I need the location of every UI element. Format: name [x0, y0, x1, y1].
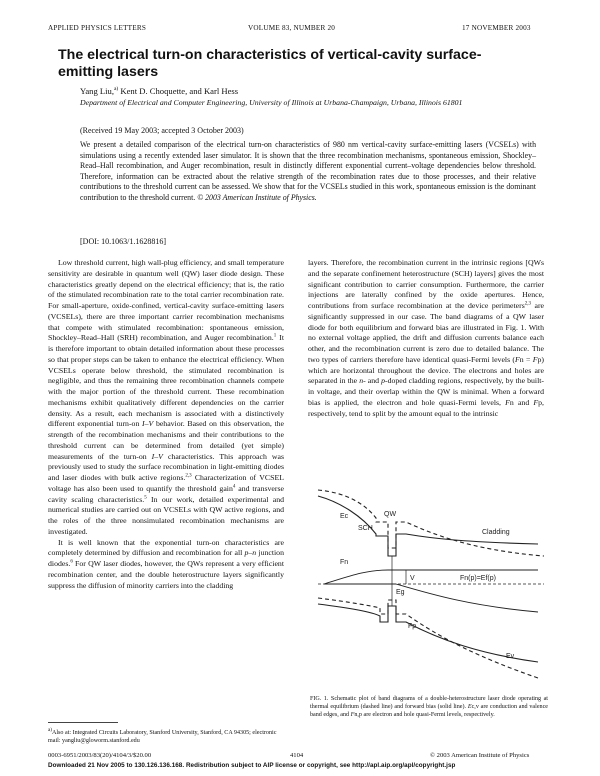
text-run: F	[350, 712, 355, 718]
text-run: a)	[48, 727, 52, 733]
affiliation: Department of Electrical and Computer Engineering, University of Illinois at Urbana-Champaign, Urbana, Illinois 61801	[80, 98, 463, 107]
valence-band-forward	[318, 604, 538, 662]
conduction-band-equilibrium	[318, 490, 544, 556]
text-run: Characterization of VCSEL voltage has also been used to quantify the threshold gain	[48, 473, 284, 493]
label-ec: Ec	[340, 513, 349, 520]
text-run: E	[467, 704, 472, 710]
text-run: c,v are conduction and valence band edges, and	[310, 704, 548, 718]
text-run: I–V	[142, 419, 154, 429]
right-paragraph-1	[308, 258, 544, 419]
text-run: n,p are electron and hole quasi-Fermi levels, respectively.	[354, 712, 495, 718]
volume-info: VOLUME 83, NUMBER 20	[248, 24, 336, 32]
figure-caption	[310, 695, 548, 719]
text-run: 1	[273, 333, 277, 339]
text-run: FIG. 1. Schematic plot of band diagrams of a double-heterostructure laser diode operating at thermal equilibrium (dashed line) and forward bias (solid line).	[310, 696, 548, 710]
text-run: n and	[509, 397, 534, 407]
text-run: 4	[232, 484, 236, 490]
electron-quasi-fermi-level	[324, 570, 538, 584]
band-diagram-figure	[310, 478, 550, 692]
text-run: -doped cladding regions, respectively, by the built-in voltage, and their overlap within the QW is minimal. When a forward bias is applied, the electron and hole quasi-Fermi levels,	[308, 376, 545, 407]
text-run: In our work, detailed experimental and numerical studies are carried out on VCSELs with QW active regions, and the roles of the three nonsimulated recombination mechanisms are investigated.	[48, 494, 284, 536]
text-run: junction diodes.	[48, 548, 284, 568]
text-run: I–V	[151, 451, 163, 461]
text-run: - and	[363, 376, 382, 386]
abstract	[80, 140, 536, 204]
text-run: p, respectively, tend to split by the amount equal to the intrinsic	[308, 397, 544, 418]
valence-band-equilibrium	[318, 598, 538, 678]
hole-quasi-fermi-level	[324, 584, 538, 612]
text-run: F	[532, 354, 538, 364]
journal-name: APPLIED PHYSICS LETTERS	[48, 24, 147, 32]
text-run: 2,3	[524, 301, 531, 307]
text-run: It is therefore important to obtain detailed information about these processes so that proper steps can be taken to enhance the electrical efficiency. When VCSELs operate below threshold, the stimulated recombination is negligible, and thus the remaining three recombination channels compete with the major portion of the threshold current. These recombination mechanisms exhibit qualitatively different dependencies on the carrier density. As a result, each mechanism is associated with a distinctively different exponential turn-on	[48, 333, 284, 429]
text-run: Low threshold current, high wall-plug efficiency, and small temperature sensitivity are desirable in quantum well (QW) laser diode design. These characteristics greatly depend on the electrical efficiency; that is, the ratio of the stimulated recombination rate to the total carrier recombination rate. For small-aperture, oxide-confined, vertical-cavity surface-emitting lasers (VCSELs), there are three important carrier recombination mechanisms that compete with stimulated recombination: spontaneous emission, Shockley–Read–Hall (SRH) recombination, and Auger recombination.	[48, 258, 284, 343]
page-number: 4104	[290, 752, 304, 759]
text-run: F	[533, 397, 539, 407]
issn-line: 0003-6951/2003/83(20)/4104/3/$20.00	[48, 752, 152, 759]
label-fnp: Fn(p)=Ef(p)	[460, 575, 496, 582]
footer-copyright: © 2003 American Institute of Physics	[430, 752, 530, 759]
abstract-copyright: © 2003 American Institute of Physics.	[197, 192, 317, 202]
left-paragraph-2	[48, 538, 284, 592]
label-fp: Fp	[408, 623, 417, 630]
text-run: are significantly suppressed in our case. The band diagrams of a QW laser diode for both equilibrium and forward bias are illustrated in Fig. 1. With no external voltage applied, the drift and diffusion currents balance each other, and the recombination current is zero due to detailed balance. The two types of carriers therefore have identical quasi-Fermi levels (	[308, 301, 545, 364]
text-run: It is well known that the exponential turn-on characteristics are completely determined by diffusion and recombination for all	[48, 537, 284, 558]
footnote	[48, 726, 288, 745]
right-column	[308, 258, 544, 419]
text-run: and transverse cavity scaling characteristics.	[48, 483, 284, 504]
author-rest: Kent D. Choquette, and Karl Hess	[118, 86, 239, 96]
label-qw: QW	[384, 511, 397, 518]
text-run: Also at: Integrated Circuits Laboratory, Stanford University, Stanford, CA 94305; electronic mail: yangliu@gloworm.stanford.edu	[48, 730, 277, 745]
text-run: p	[381, 376, 385, 386]
text-run: 2,3	[185, 473, 192, 479]
download-notice: Downloaded 21 Nov 2005 to 130.126.136.168. Redistribution subject to AIP license or copyright, see http://apl.aip.org/apl/copyright.jsp	[48, 762, 456, 769]
text-run: 5	[144, 494, 147, 500]
footnote-rule	[48, 722, 118, 723]
paper-title: The electrical turn-on characteristics of vertical-cavity surface-emitting lasers	[58, 47, 482, 80]
author-list	[80, 86, 238, 96]
text-run: behavior. Based on this observation, the strength of the recombination mechanisms and their contributions to the threshold current can be determined from detailed (yet simple) measurements of the turn-on	[48, 419, 285, 461]
text-run: 6	[70, 559, 73, 565]
text-run: F	[515, 354, 520, 364]
label-cladding: Cladding	[482, 529, 510, 536]
abstract-text: We present a detailed comparison of the electrical turn-on characteristics of 980 nm vertical-cavity surface-emitting lasers (VCSELs) with simulations using a recently extended laser simulator. It is shown that the three recombination mechanisms, spontaneous emission, Shockley–Read–Hall recombination, and Auger recombination, result in distinctly different exponential current–voltage dependencies below threshold. Therefore, information can be extracted about the relative strength of the recombination rates due to those processes, and their relative contributions to the threshold current can be assessed. We show that for the VCSELs studied in this work, spontaneous emission is the dominant contribution to the threshold current.	[80, 140, 536, 202]
left-column	[48, 258, 284, 591]
conduction-band-forward	[318, 496, 538, 556]
label-fn: Fn	[340, 559, 349, 566]
label-ev: Ev	[506, 653, 515, 660]
author-footnote-mark: a)	[113, 86, 119, 93]
received-dates: (Received 19 May 2003; accepted 3 October 2003)	[80, 126, 244, 135]
left-paragraph-1	[48, 258, 284, 538]
text-run: For QW laser diodes, however, the QWs represent a very efficient recombination center, and the double heterostructure layers significantly suppress the diffusion of minority carriers into the cladding	[48, 559, 284, 590]
text-run: F	[505, 397, 510, 407]
text-run: n =	[519, 354, 533, 364]
text-run: p) which are horizontal throughout the device. The electrons and holes are separated in the	[308, 354, 544, 386]
text-run: p–n	[244, 548, 257, 558]
doi: [DOI: 10.1063/1.1628816]	[80, 237, 166, 246]
author-first: Yang Liu,	[80, 86, 114, 96]
issue-date: 17 NOVEMBER 2003	[462, 24, 531, 32]
label-eg: Eg	[396, 589, 405, 596]
text-run: layers. Therefore, the recombination current in the intrinsic regions [QWs and the separate confinement heterostructure (SCH) layers] gives the most significant contribution to carrier consumption. Furthermore, the carrier injections are laterally confined by the oxide apertures. Hence, contributions from surface recombination at the device perimeters	[308, 258, 544, 310]
label-v: V	[410, 575, 415, 582]
text-run: n	[359, 376, 364, 386]
text-run: characteristics. This approach was previously used to study the surface recombination in light-emitting diodes and laser diodes with bulk active regions.	[48, 451, 284, 482]
label-sch: SCH	[358, 525, 373, 532]
